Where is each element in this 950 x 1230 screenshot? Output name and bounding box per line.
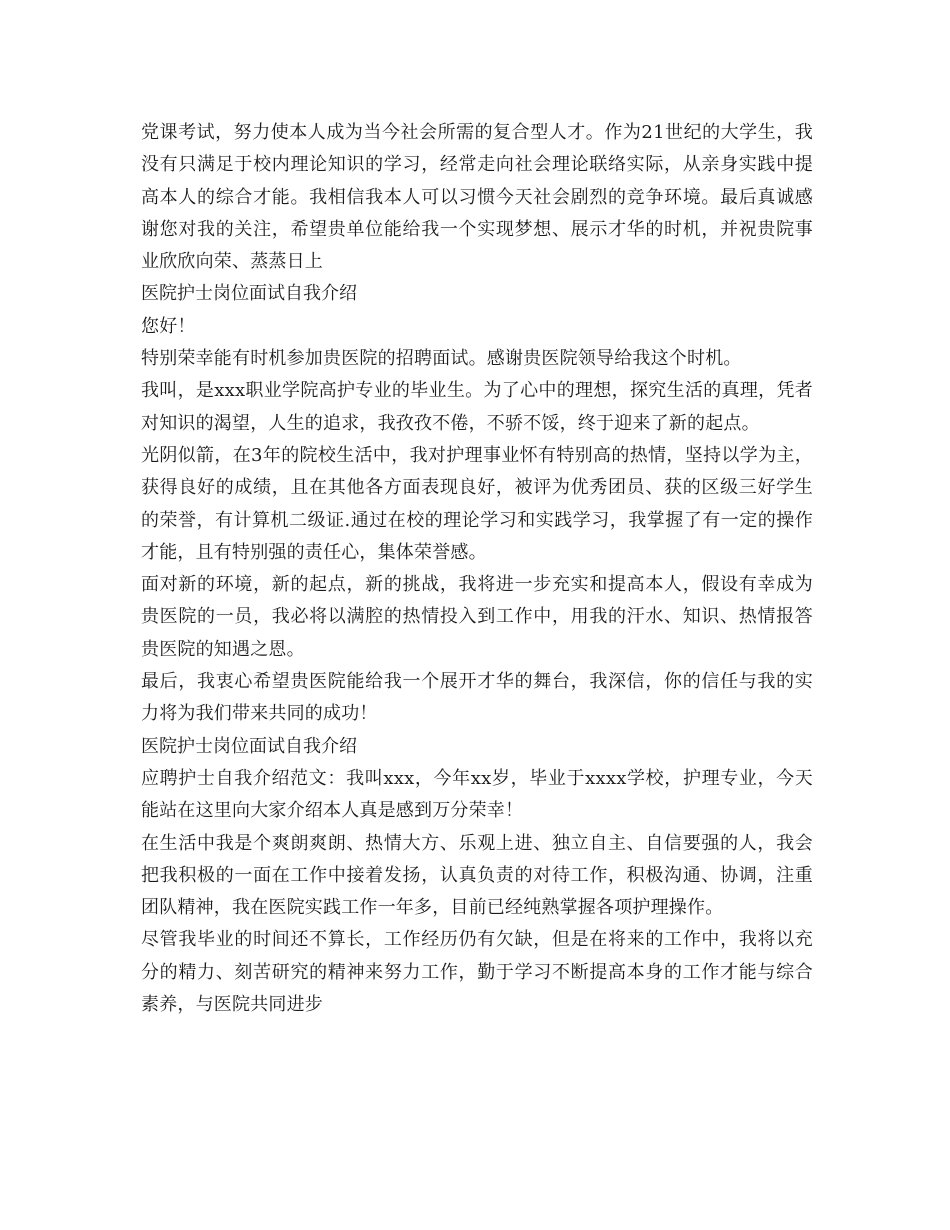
document-body — [141, 117, 813, 1021]
paragraph-thanks: 特别荣幸能有时机参加贵医院的招聘面试。感谢贵医院领导给我这个时机。 — [141, 348, 742, 370]
paragraph-future: 尽管我毕业的时间还不算长，工作经历仍有欠缺，但是在将来的工作中，我将以充分的精力、刻苦研究的精神来努力工作，勤于学习不断提高本身的工作才能与综合素养，与医院共同进步 — [141, 929, 813, 1016]
paragraph-personality: 在生活中我是个爽朗爽朗、热情大方、乐观上进、独立自主、自信要强的人，我会把我积极的一面在工作中接着发扬，认真负责的对待工作，积极沟通、协调，注重团队精神，我在医院实践工作一年多，目前已经纯熟掌握各项护理操作。 — [141, 832, 813, 919]
paragraph-sample-intro: 应聘护士自我介绍范文：我叫xxx，今年xx岁，毕业于xxxx学校，护理专业，今天能站在这里向大家介绍本人真是感到万分荣幸！ — [141, 767, 813, 822]
section-heading-2: 医院护士岗位面试自我介绍 — [141, 735, 357, 757]
paragraph-self-intro: 我叫，是xxx职业学院高护专业的毕业生。为了心中的理想，探究生活的真理，凭者对知识的渴望，人生的追求，我孜孜不倦，不骄不馁，终于迎来了新的起点。 — [141, 380, 813, 434]
paragraph-school-life: 光阴似箭，在3年的院校生活中，我对护理事业怀有特别高的热情，坚持以学为主，获得良好的成绩，且在其他各方面表现良好，被评为优秀团员、获的区级三好学生的荣誉，有计算机二级证.通过在校的理论学习和实践学习，我掌握了有一定的操作才能，且有特别强的责任心，集体荣誉感。 — [141, 444, 813, 563]
paragraph-intro-continuation: 党课考试，努力使本人成为当今社会所需的复合型人才。作为21世纪的大学生，我没有只满足于校内理论知识的学习，经常走向社会理论联络实际，从亲身实践中提高本人的综合才能。我相信我本人可以习惯今天社会剧烈的竞争环境。最后真诚感谢您对我的关注，希望贵单位能给我一个实现梦想、展示才华的时机，并祝贵院事业欣欣向荣、蒸蒸日上 — [141, 122, 813, 273]
paragraph-greeting: 您好！ — [141, 315, 196, 337]
paragraph-new-environment: 面对新的环境，新的起点，新的挑战，我将进一步充实和提高本人，假设有幸成为贵医院的一员，我必将以满腔的热情投入到工作中，用我的汗水、知识、热情报答贵医院的知遇之恩。 — [141, 574, 813, 660]
section-heading-1: 医院护士岗位面试自我介绍 — [141, 283, 357, 305]
paragraph-closing: 最后，我衷心希望贵医院能给我一个展开才华的舞台，我深信，你的信任与我的实力将为我们带来共同的成功！ — [141, 671, 813, 725]
